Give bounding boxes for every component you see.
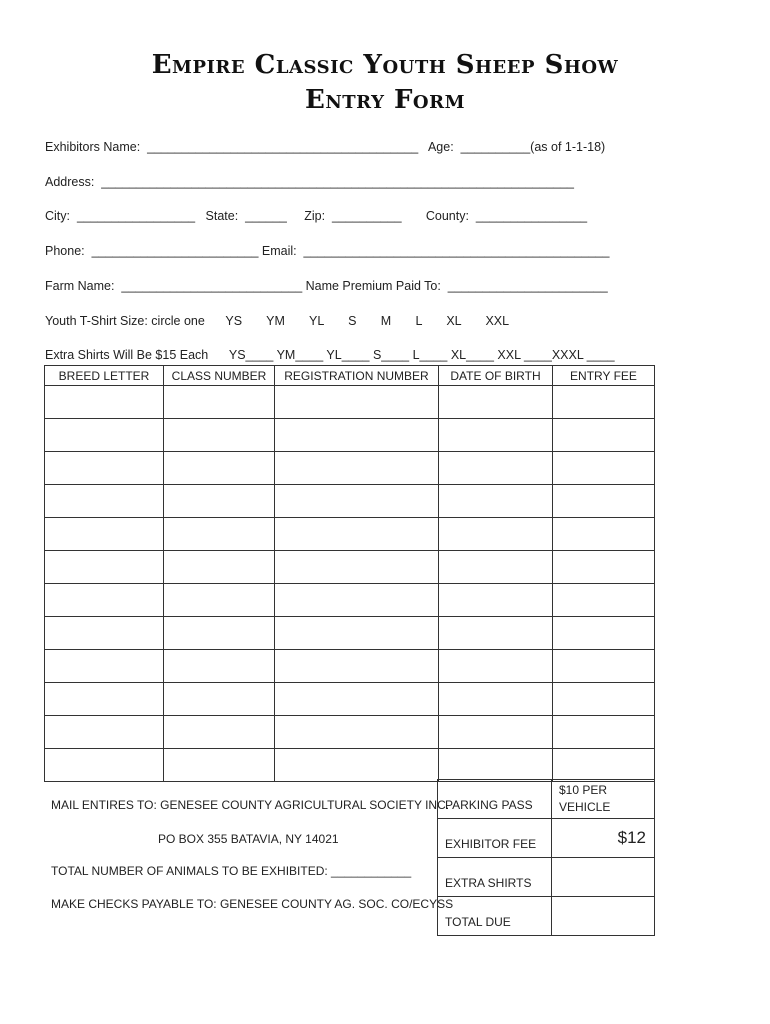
exhibitor-fee-value: $12 — [552, 819, 655, 858]
entry-cell[interactable] — [45, 386, 164, 419]
header-date-of-birth: DATE OF BIRTH — [439, 366, 553, 386]
fee-row-extra-shirts — [438, 858, 655, 897]
entry-cell[interactable] — [164, 617, 275, 650]
parking-value-line1: $10 PER — [559, 783, 608, 797]
entry-cell[interactable] — [45, 584, 164, 617]
tshirt-size-line[interactable]: Youth T-Shirt Size: circle one YS YM YL S M L XL XXL — [45, 314, 510, 328]
entry-cell[interactable] — [45, 551, 164, 584]
extra-shirts-label: EXTRA SHIRTS — [438, 858, 552, 897]
total-due-label: TOTAL DUE — [438, 897, 552, 936]
table-row — [45, 683, 655, 716]
header-breed-letter: BREED LETTER — [45, 366, 164, 386]
entry-cell[interactable] — [553, 584, 655, 617]
entry-cell[interactable] — [275, 518, 439, 551]
entry-cell[interactable] — [275, 551, 439, 584]
table-row — [45, 485, 655, 518]
entry-cell[interactable] — [553, 485, 655, 518]
entry-cell[interactable] — [164, 650, 275, 683]
table-row — [45, 716, 655, 749]
make-checks-payable: MAKE CHECKS PAYABLE TO: GENESEE COUNTY AG. SOC. CO/ECYSS — [51, 897, 454, 911]
entry-cell[interactable] — [275, 452, 439, 485]
extra-shirts-line[interactable]: Extra Shirts Will Be $15 Each YS____ YM____ YL____ S____ L____ XL____ XXL ____XXXL ____ — [45, 348, 615, 362]
farm-name-line[interactable]: Farm Name: __________________________ Name Premium Paid To: _______________________ — [45, 279, 608, 293]
entry-cell[interactable] — [439, 518, 553, 551]
exhibitor-name-line[interactable]: Exhibitors Name: _______________________________________ Age: __________(as of 1-1-18) — [45, 140, 606, 154]
entry-cell[interactable] — [164, 386, 275, 419]
entry-cell[interactable] — [164, 551, 275, 584]
fee-row-total — [438, 897, 655, 936]
entry-cell[interactable] — [439, 551, 553, 584]
entry-cell[interactable] — [439, 419, 553, 452]
entry-cell[interactable] — [275, 419, 439, 452]
entry-cell[interactable] — [439, 716, 553, 749]
header-registration-number: REGISTRATION NUMBER — [275, 366, 439, 386]
table-row — [45, 749, 655, 782]
entry-cell[interactable] — [439, 617, 553, 650]
entry-cell[interactable] — [439, 683, 553, 716]
table-row — [45, 551, 655, 584]
address-line[interactable]: Address: ____________________________________________________________________ — [45, 175, 575, 189]
entry-cell[interactable] — [553, 518, 655, 551]
entry-cell[interactable] — [164, 419, 275, 452]
table-row — [45, 518, 655, 551]
entry-cell[interactable] — [553, 749, 655, 782]
entry-cell[interactable] — [439, 452, 553, 485]
entry-cell[interactable] — [275, 485, 439, 518]
entry-cell[interactable] — [164, 716, 275, 749]
entry-cell[interactable] — [45, 716, 164, 749]
entry-cell[interactable] — [45, 617, 164, 650]
entry-cell[interactable] — [553, 386, 655, 419]
header-entry-fee: ENTRY FEE — [553, 366, 655, 386]
parking-value-line2: VEHICLE — [559, 800, 611, 814]
entry-cell[interactable] — [275, 650, 439, 683]
entry-cell[interactable] — [45, 485, 164, 518]
entry-cell[interactable] — [45, 518, 164, 551]
entry-cell[interactable] — [275, 716, 439, 749]
entry-cell[interactable] — [45, 419, 164, 452]
entry-cell[interactable] — [439, 749, 553, 782]
entry-cell[interactable] — [164, 584, 275, 617]
table-row — [45, 584, 655, 617]
entry-cell[interactable] — [164, 749, 275, 782]
entry-cell[interactable] — [439, 650, 553, 683]
entry-cell[interactable] — [439, 485, 553, 518]
entry-cell[interactable] — [553, 650, 655, 683]
entry-cell[interactable] — [45, 749, 164, 782]
mail-entries-to: MAIL ENTIRES TO: GENESEE COUNTY AGRICULTURAL SOCIETY INC. — [51, 798, 450, 812]
entry-cell[interactable] — [553, 716, 655, 749]
total-animals-line[interactable]: TOTAL NUMBER OF ANIMALS TO BE EXHIBITED: ____________ — [51, 864, 412, 878]
entry-cell[interactable] — [275, 386, 439, 419]
table-row — [45, 419, 655, 452]
entry-cell[interactable] — [45, 452, 164, 485]
table-row — [45, 452, 655, 485]
extra-shirts-value[interactable] — [552, 858, 655, 897]
entry-cell[interactable] — [164, 683, 275, 716]
table-row — [45, 617, 655, 650]
entry-cell[interactable] — [553, 452, 655, 485]
entry-table-header — [45, 366, 655, 386]
table-row — [45, 386, 655, 419]
entry-cell[interactable] — [164, 518, 275, 551]
entry-cell[interactable] — [45, 650, 164, 683]
entry-cell[interactable] — [553, 617, 655, 650]
form-title-line2: Entry Form — [305, 85, 465, 115]
entry-cell[interactable] — [164, 452, 275, 485]
table-row — [45, 650, 655, 683]
header-class-number: CLASS NUMBER — [164, 366, 275, 386]
entry-cell[interactable] — [553, 419, 655, 452]
entry-cell[interactable] — [275, 749, 439, 782]
entry-cell[interactable] — [275, 683, 439, 716]
city-state-zip-line[interactable]: City: _________________ State: ______ Zip: __________ County: ________________ — [45, 209, 588, 223]
entry-cell[interactable] — [45, 683, 164, 716]
entry-cell[interactable] — [439, 386, 553, 419]
form-title-line1: Empire Classic Youth Sheep Show — [151, 50, 619, 80]
total-due-value[interactable] — [552, 897, 655, 936]
fees-table — [437, 779, 655, 936]
fee-row-parking — [438, 780, 655, 819]
entry-cell[interactable] — [553, 551, 655, 584]
fee-row-exhibitor — [438, 819, 655, 858]
entry-cell[interactable] — [439, 584, 553, 617]
entry-cell[interactable] — [164, 485, 275, 518]
parking-pass-label: PARKING PASS — [438, 780, 552, 819]
mail-address: PO BOX 355 BATAVIA, NY 14021 — [158, 832, 339, 846]
exhibitor-fee-label: EXHIBITOR FEE — [438, 819, 552, 858]
entry-cell[interactable] — [553, 683, 655, 716]
entry-cell[interactable] — [275, 617, 439, 650]
entry-cell[interactable] — [275, 584, 439, 617]
parking-pass-value — [552, 780, 655, 819]
entry-table — [44, 365, 655, 782]
phone-email-line[interactable]: Phone: ________________________ Email: ____________________________________________ — [45, 244, 610, 258]
